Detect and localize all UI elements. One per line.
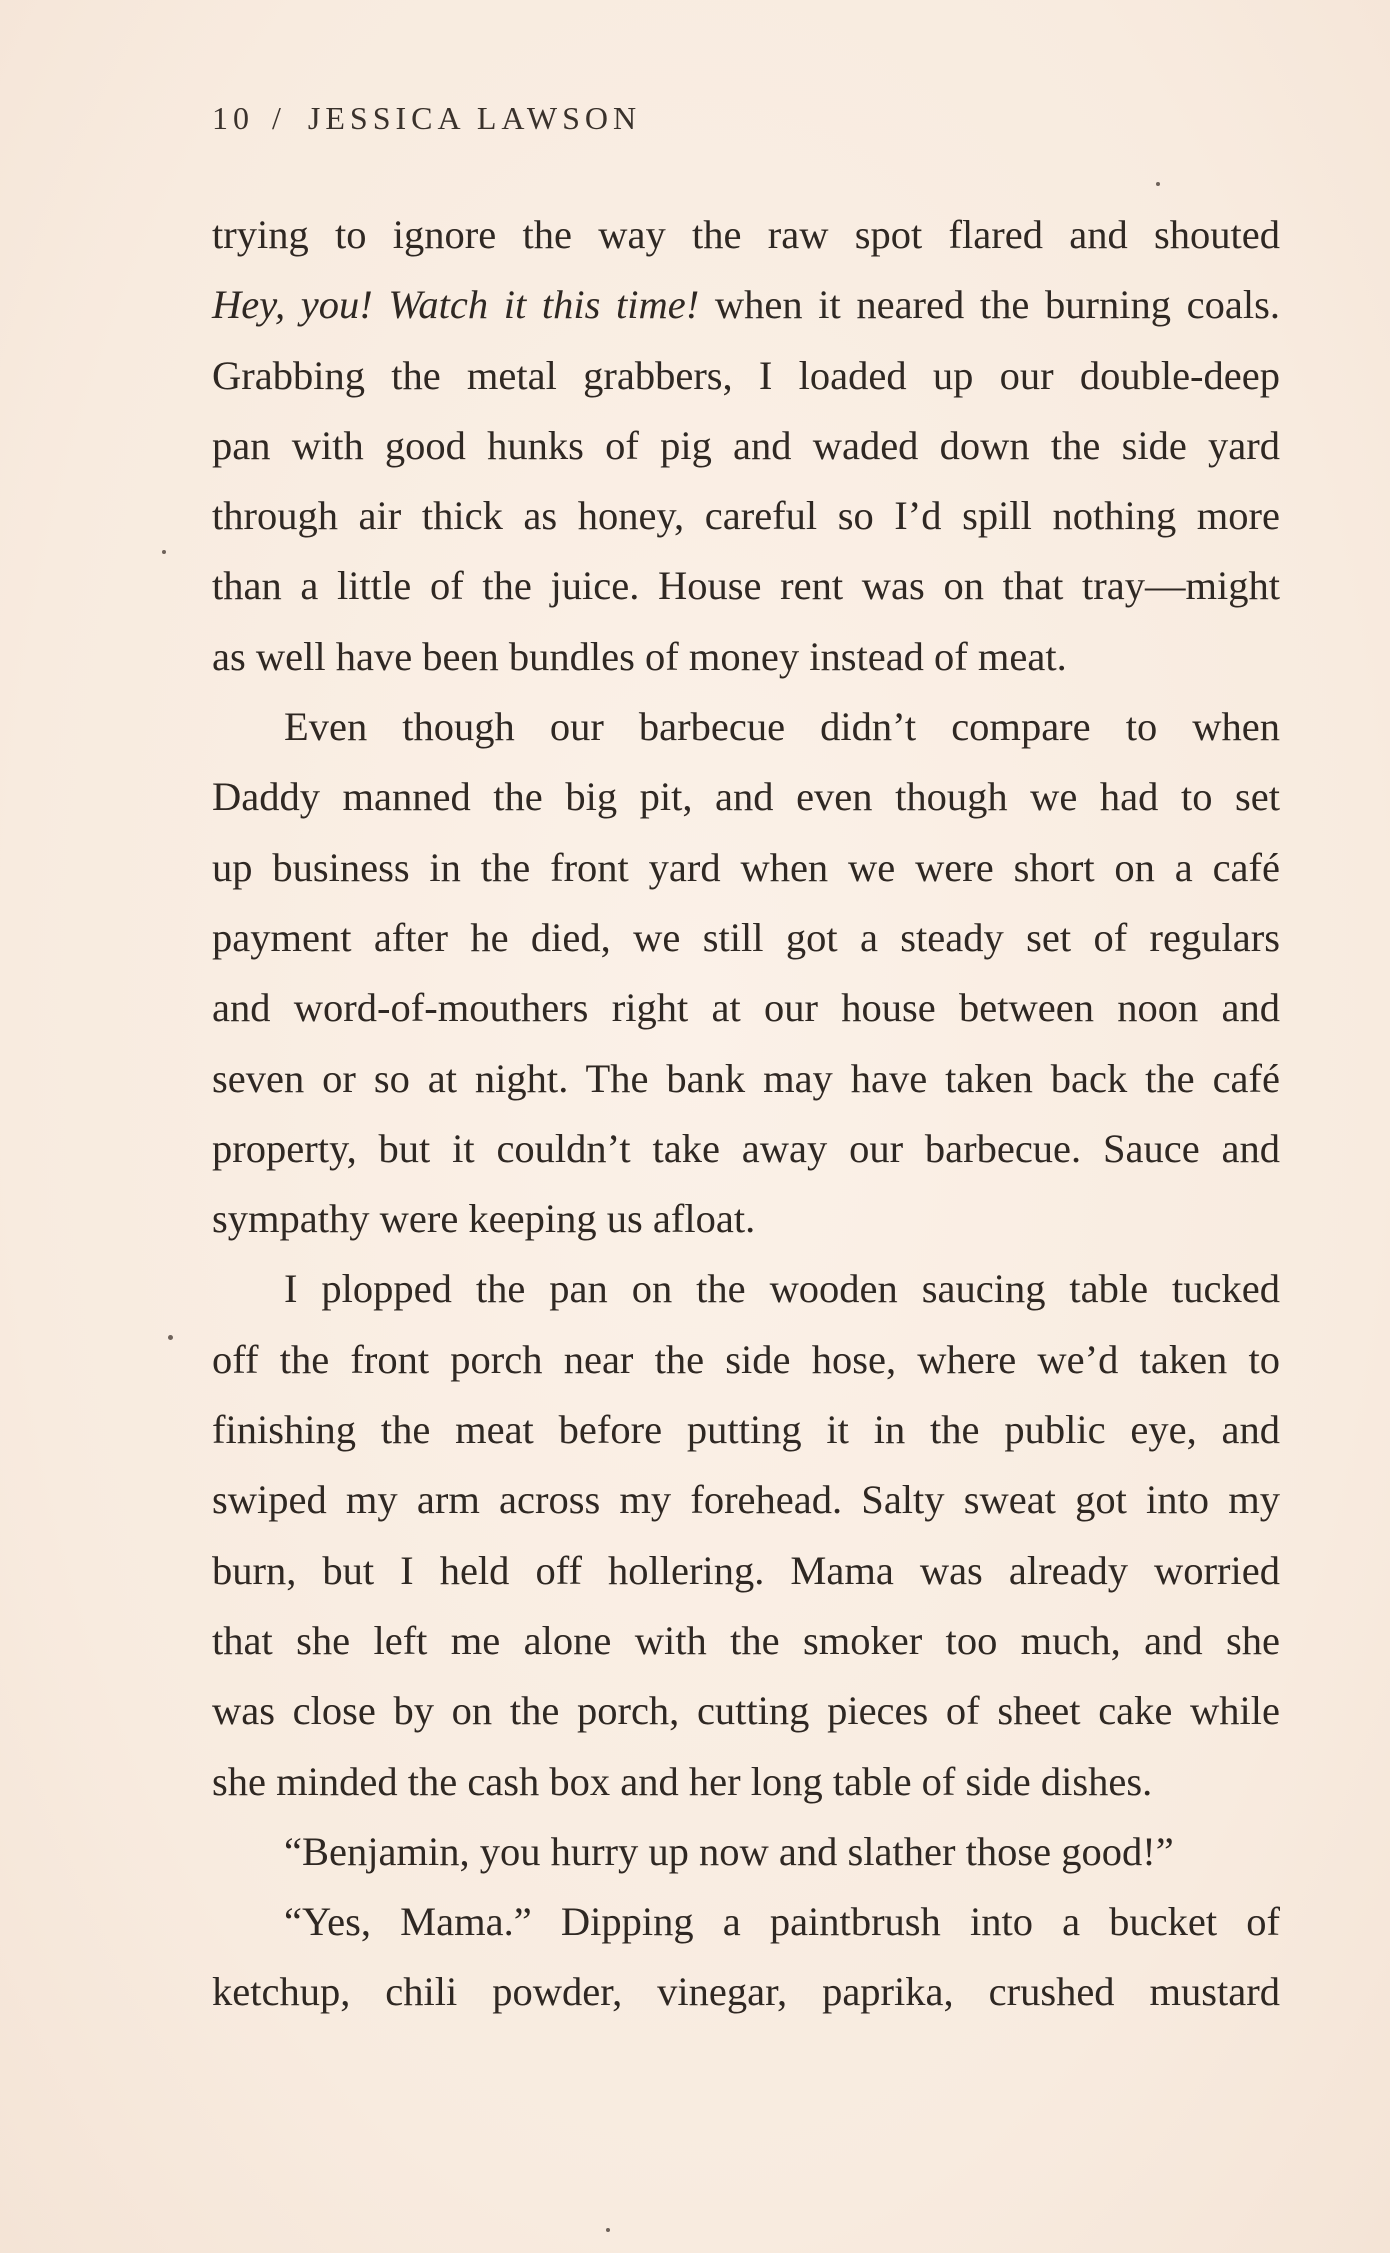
scan-speck bbox=[168, 1335, 173, 1340]
text-line: as well have been bundles of money instead of meat. bbox=[212, 633, 1067, 679]
text-line: was close by on the porch, cutting pieces of sheet cake while bbox=[212, 1688, 1280, 1734]
page-number: 10 bbox=[212, 100, 254, 136]
text-line: I plopped the pan on the wooden saucing table tucked bbox=[284, 1266, 1280, 1312]
text-line: through air thick as honey, careful so I’d spill nothing more bbox=[212, 493, 1280, 539]
header-separator: / bbox=[272, 100, 286, 136]
text-line: finishing the meat before putting it in the public eye, and bbox=[212, 1407, 1280, 1453]
text-line: property, but it couldn’t take away our barbecue. Sauce and bbox=[212, 1125, 1280, 1171]
scan-speck bbox=[1156, 182, 1160, 186]
scan-speck bbox=[162, 550, 166, 554]
italic-phrase: Hey, you! Watch it this time! bbox=[212, 282, 700, 328]
text-line: swiped my arm across my forehead. Salty sweat got into my bbox=[212, 1477, 1280, 1523]
text-line: she minded the cash box and her long table of side dishes. bbox=[212, 1758, 1153, 1804]
text-line: ketchup, chili powder, vinegar, paprika, crushed mustard bbox=[212, 1969, 1280, 2015]
text-line: “Benjamin, you hurry up now and slather those good!” bbox=[284, 1828, 1174, 1874]
text-line: pan with good hunks of pig and waded down the side yard bbox=[212, 422, 1280, 468]
running-head bbox=[212, 100, 641, 137]
text-line: off the front porch near the side hose, where we’d taken to bbox=[212, 1336, 1280, 1382]
text-line: trying to ignore the way the raw spot flared and shouted bbox=[212, 212, 1280, 257]
text-line: “Yes, Mama.” Dipping a paintbrush into a bucket of bbox=[284, 1899, 1280, 1945]
text-line bbox=[212, 270, 1280, 340]
text-line: that she left me alone with the smoker too much, and she bbox=[212, 1617, 1280, 1663]
text-line: Daddy manned the big pit, and even though we had to set bbox=[212, 774, 1280, 820]
scan-speck bbox=[606, 2228, 610, 2232]
text-line: burn, but I held off hollering. Mama was already worried bbox=[212, 1547, 1280, 1593]
text-line: seven or so at night. The bank may have taken back the café bbox=[212, 1055, 1280, 1101]
text-line: and word-of-mouthers right at our house between noon and bbox=[212, 985, 1280, 1031]
author-name: JESSICA LAWSON bbox=[307, 100, 642, 136]
text-line: sympathy were keeping us afloat. bbox=[212, 1196, 756, 1242]
text-line: Grabbing the metal grabbers, I loaded up our double-deep bbox=[212, 352, 1280, 398]
text-line: Even though our barbecue didn’t compare to when bbox=[284, 704, 1280, 750]
text-line: than a little of the juice. House rent was on that tray—might bbox=[212, 563, 1280, 609]
body-text bbox=[212, 200, 1280, 2028]
text-line: up business in the front yard when we were short on a café bbox=[212, 844, 1280, 890]
text-span: when it neared the burning coals. bbox=[699, 282, 1280, 328]
text-line: payment after he died, we still got a steady set of regulars bbox=[212, 914, 1280, 960]
